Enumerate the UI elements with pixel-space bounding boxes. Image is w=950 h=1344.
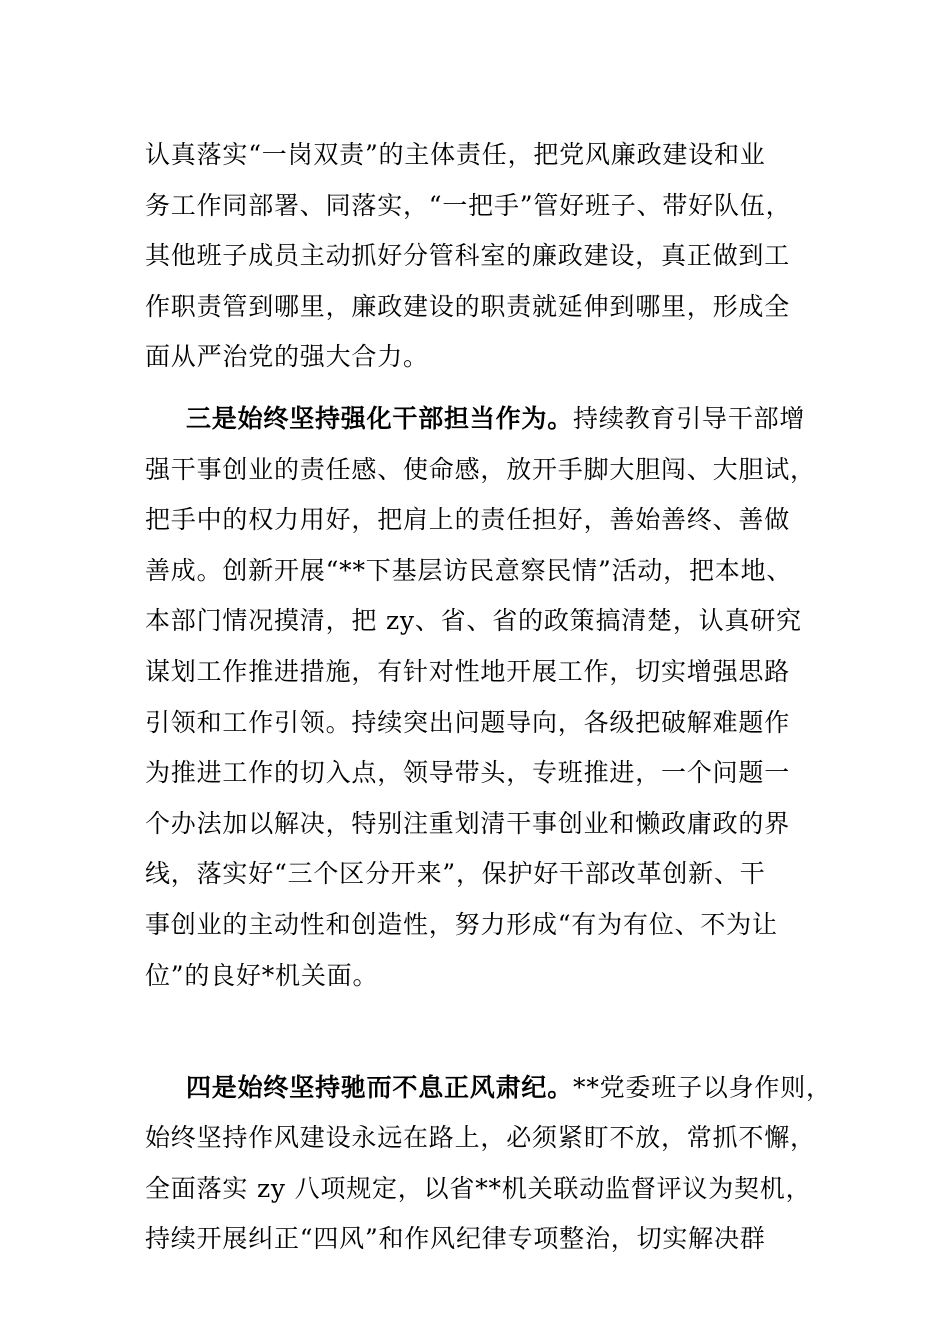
paragraph-2-line-7: 引领和工作引领。持续突出问题导向，各级把破解难题作 bbox=[145, 707, 791, 737]
paragraph-2-line-8: 为推进工作的切入点，领导带头，专班推进，一个问题一 bbox=[145, 758, 791, 788]
paragraph-2-line-11: 事创业的主动性和创造性，努力形成“有为有位、不为让 bbox=[145, 909, 778, 939]
paragraph-1-line-2: 务工作同部署、同落实，“一把手”管好班子、带好队伍， bbox=[145, 190, 792, 220]
paragraph-3-line-4: 持续开展纠正“四风”和作风纪律专项整治，切实解决群 bbox=[145, 1224, 766, 1254]
paragraph-1-line-1: 认真落实“一岗双责”的主体责任，把党风廉政建设和业 bbox=[145, 140, 766, 169]
paragraph-1-line-4: 作职责管到哪里，廉政建设的职责就延伸到哪里，形成全 bbox=[145, 291, 791, 321]
paragraph-3-line-2: 始终坚持作风建设永远在路上，必须紧盯不放，常抓不懈， bbox=[145, 1123, 816, 1153]
paragraph-2-line-5: 本部门情况摸清，把 zy、省、省的政策搞清楚，认真研究 bbox=[145, 606, 802, 636]
paragraph-2-line-10: 线，落实好“三个区分开来”，保护好干部改革创新、干 bbox=[145, 859, 766, 889]
paragraph-2-line-4: 善成。创新开展“**下基层访民意察民情”活动，把本地、 bbox=[145, 555, 793, 585]
paragraph-2-first-line-text: 持续教育引导干部增 bbox=[573, 403, 806, 433]
paragraph-3-first-line-text: **党委班子以身作则， bbox=[573, 1072, 832, 1102]
paragraph-2-line-9: 个办法加以解决，特别注重划清干事创业和懒政庸政的界 bbox=[145, 808, 791, 838]
paragraph-2-line-13 bbox=[145, 1001, 825, 1052]
paragraph-1-line-3: 其他班子成员主动抓好分管科室的廉政建设，真正做到工 bbox=[145, 241, 791, 271]
paragraph-2-line-2: 强干事创业的责任感、使命感，放开手脚大胆闯、大胆试， bbox=[145, 454, 816, 484]
paragraph-2-heading: 三是始终坚持强化干部担当作为。 bbox=[186, 403, 574, 433]
paragraph-2-line-12: 位”的良好*机关面。 bbox=[145, 960, 379, 990]
paragraph-3-first-line bbox=[145, 1063, 832, 1114]
paragraph-3-line-3: 全面落实 zy 八项规定，以省**机关联动监督评议为契机， bbox=[145, 1173, 812, 1203]
paragraph-1-line-5: 面从严治党的强大合力。 bbox=[145, 342, 429, 372]
paragraph-2-line-6: 谋划工作推进措施，有针对性地开展工作，切实增强思路 bbox=[145, 656, 791, 686]
paragraph-2-line-3: 把手中的权力用好，把肩上的责任担好，善始善终、善做 bbox=[145, 505, 791, 535]
document-body bbox=[145, 130, 832, 1265]
paragraph-3-heading: 四是始终坚持驰而不息正风肃纪。 bbox=[186, 1072, 574, 1102]
paragraph-2-first-line bbox=[145, 394, 825, 445]
